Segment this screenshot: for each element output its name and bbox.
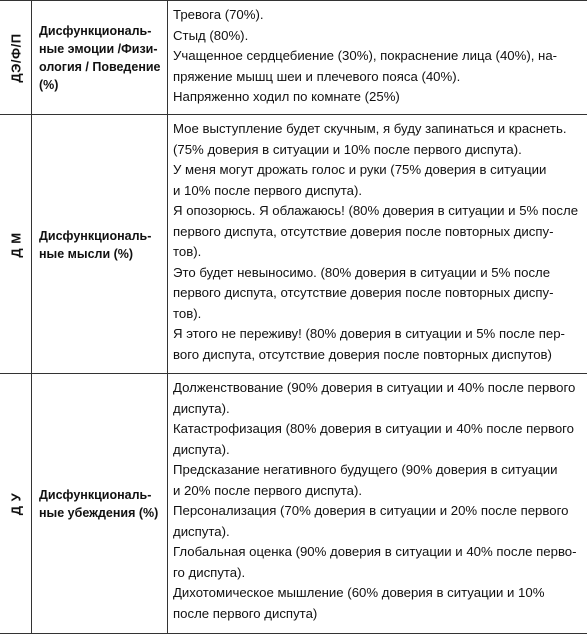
body-line: первого диспута, отсутствие доверия после повторных диспу- (173, 285, 554, 300)
body-line: и 10% после первого диспута). (173, 182, 363, 198)
row-code-cell (0, 374, 32, 633)
row-code-label: Д М (8, 231, 23, 258)
body-line: го диспута). (173, 564, 246, 580)
body-line: Глобальная оценка (90% доверия в ситуации и 40% после перво- (173, 544, 577, 559)
row-body-cell (168, 374, 587, 633)
body-line: диспута). (173, 523, 230, 539)
body-line: Долженствование (90% доверия в ситуации и 40% после первого (173, 380, 576, 395)
row-header-cell (32, 115, 168, 374)
body-line: Напряженно ходил по комнате (25%) (173, 89, 400, 104)
body-line: Я этого не переживу! (80% доверия в ситуации и 5% после пер- (173, 326, 565, 341)
body-line: и 20% после первого диспута). (173, 482, 363, 498)
row-code-label: ДЭ/Ф/П (8, 33, 23, 83)
body-line: диспута). (173, 441, 230, 457)
row-header-cell (32, 374, 168, 633)
body-line: первого диспута, отсутствие доверия после повторных диспу- (173, 223, 554, 239)
body-line: Персонализация (70% доверия в ситуации и 20% после первого (173, 503, 569, 518)
body-line: Это будет невыносимо. (80% доверия в ситуации и 5% после (173, 264, 551, 280)
body-line: Тревога (70%). (173, 7, 264, 22)
body-line: Мое выступление будет скучным, я буду запинаться и краснеть. (173, 121, 567, 136)
table-row-emotions (0, 0, 587, 115)
body-line: после первого диспута) (173, 605, 318, 621)
row-header-text: Дисфункциональ- ные мысли (%) (39, 228, 152, 261)
body-line: У меня могут дрожать голос и руки (75% доверия в ситуации (173, 162, 547, 177)
body-line: Дихотомическое мышление (60% доверия в ситуации и 10% (173, 585, 545, 600)
body-line: Я опозорюсь. Я облажаюсь! (80% доверия в ситуации и 5% после (173, 203, 579, 218)
body-line: пряжение мышц шеи и плечевого пояса (40%). (173, 68, 461, 84)
row-header-text: Дисфункциональ- ные убеждения (%) (39, 487, 159, 520)
body-line: тов). (173, 305, 202, 321)
row-body-cell (168, 115, 587, 374)
body-line: Катастрофизация (80% доверия в ситуации и 40% после первого (173, 421, 575, 436)
body-line: тов). (173, 244, 202, 259)
table-row-thoughts (0, 114, 587, 374)
body-line: (75% доверия в ситуации и 10% после первого диспута). (173, 141, 522, 157)
table-row-beliefs (0, 373, 587, 634)
row-code-cell (0, 115, 32, 374)
row-code-cell (0, 1, 32, 115)
body-line: Стыд (80%). (173, 27, 249, 43)
row-header-cell (32, 1, 168, 115)
row-body-cell (168, 1, 587, 115)
row-code-label: Д У (8, 492, 23, 515)
body-line: Предсказание негативного будущего (90% доверия в ситуации (173, 462, 558, 477)
row-header-text: Дисфункциональ- ные эмоции /Физи- ология / Поведение (%) (39, 24, 161, 92)
body-line: вого диспута, отсутствие доверия после повторных диспутов) (173, 346, 552, 362)
body-line: диспута). (173, 400, 230, 416)
body-line: Учащенное сердцебиение (30%), покраснение лица (40%), на- (173, 48, 558, 63)
